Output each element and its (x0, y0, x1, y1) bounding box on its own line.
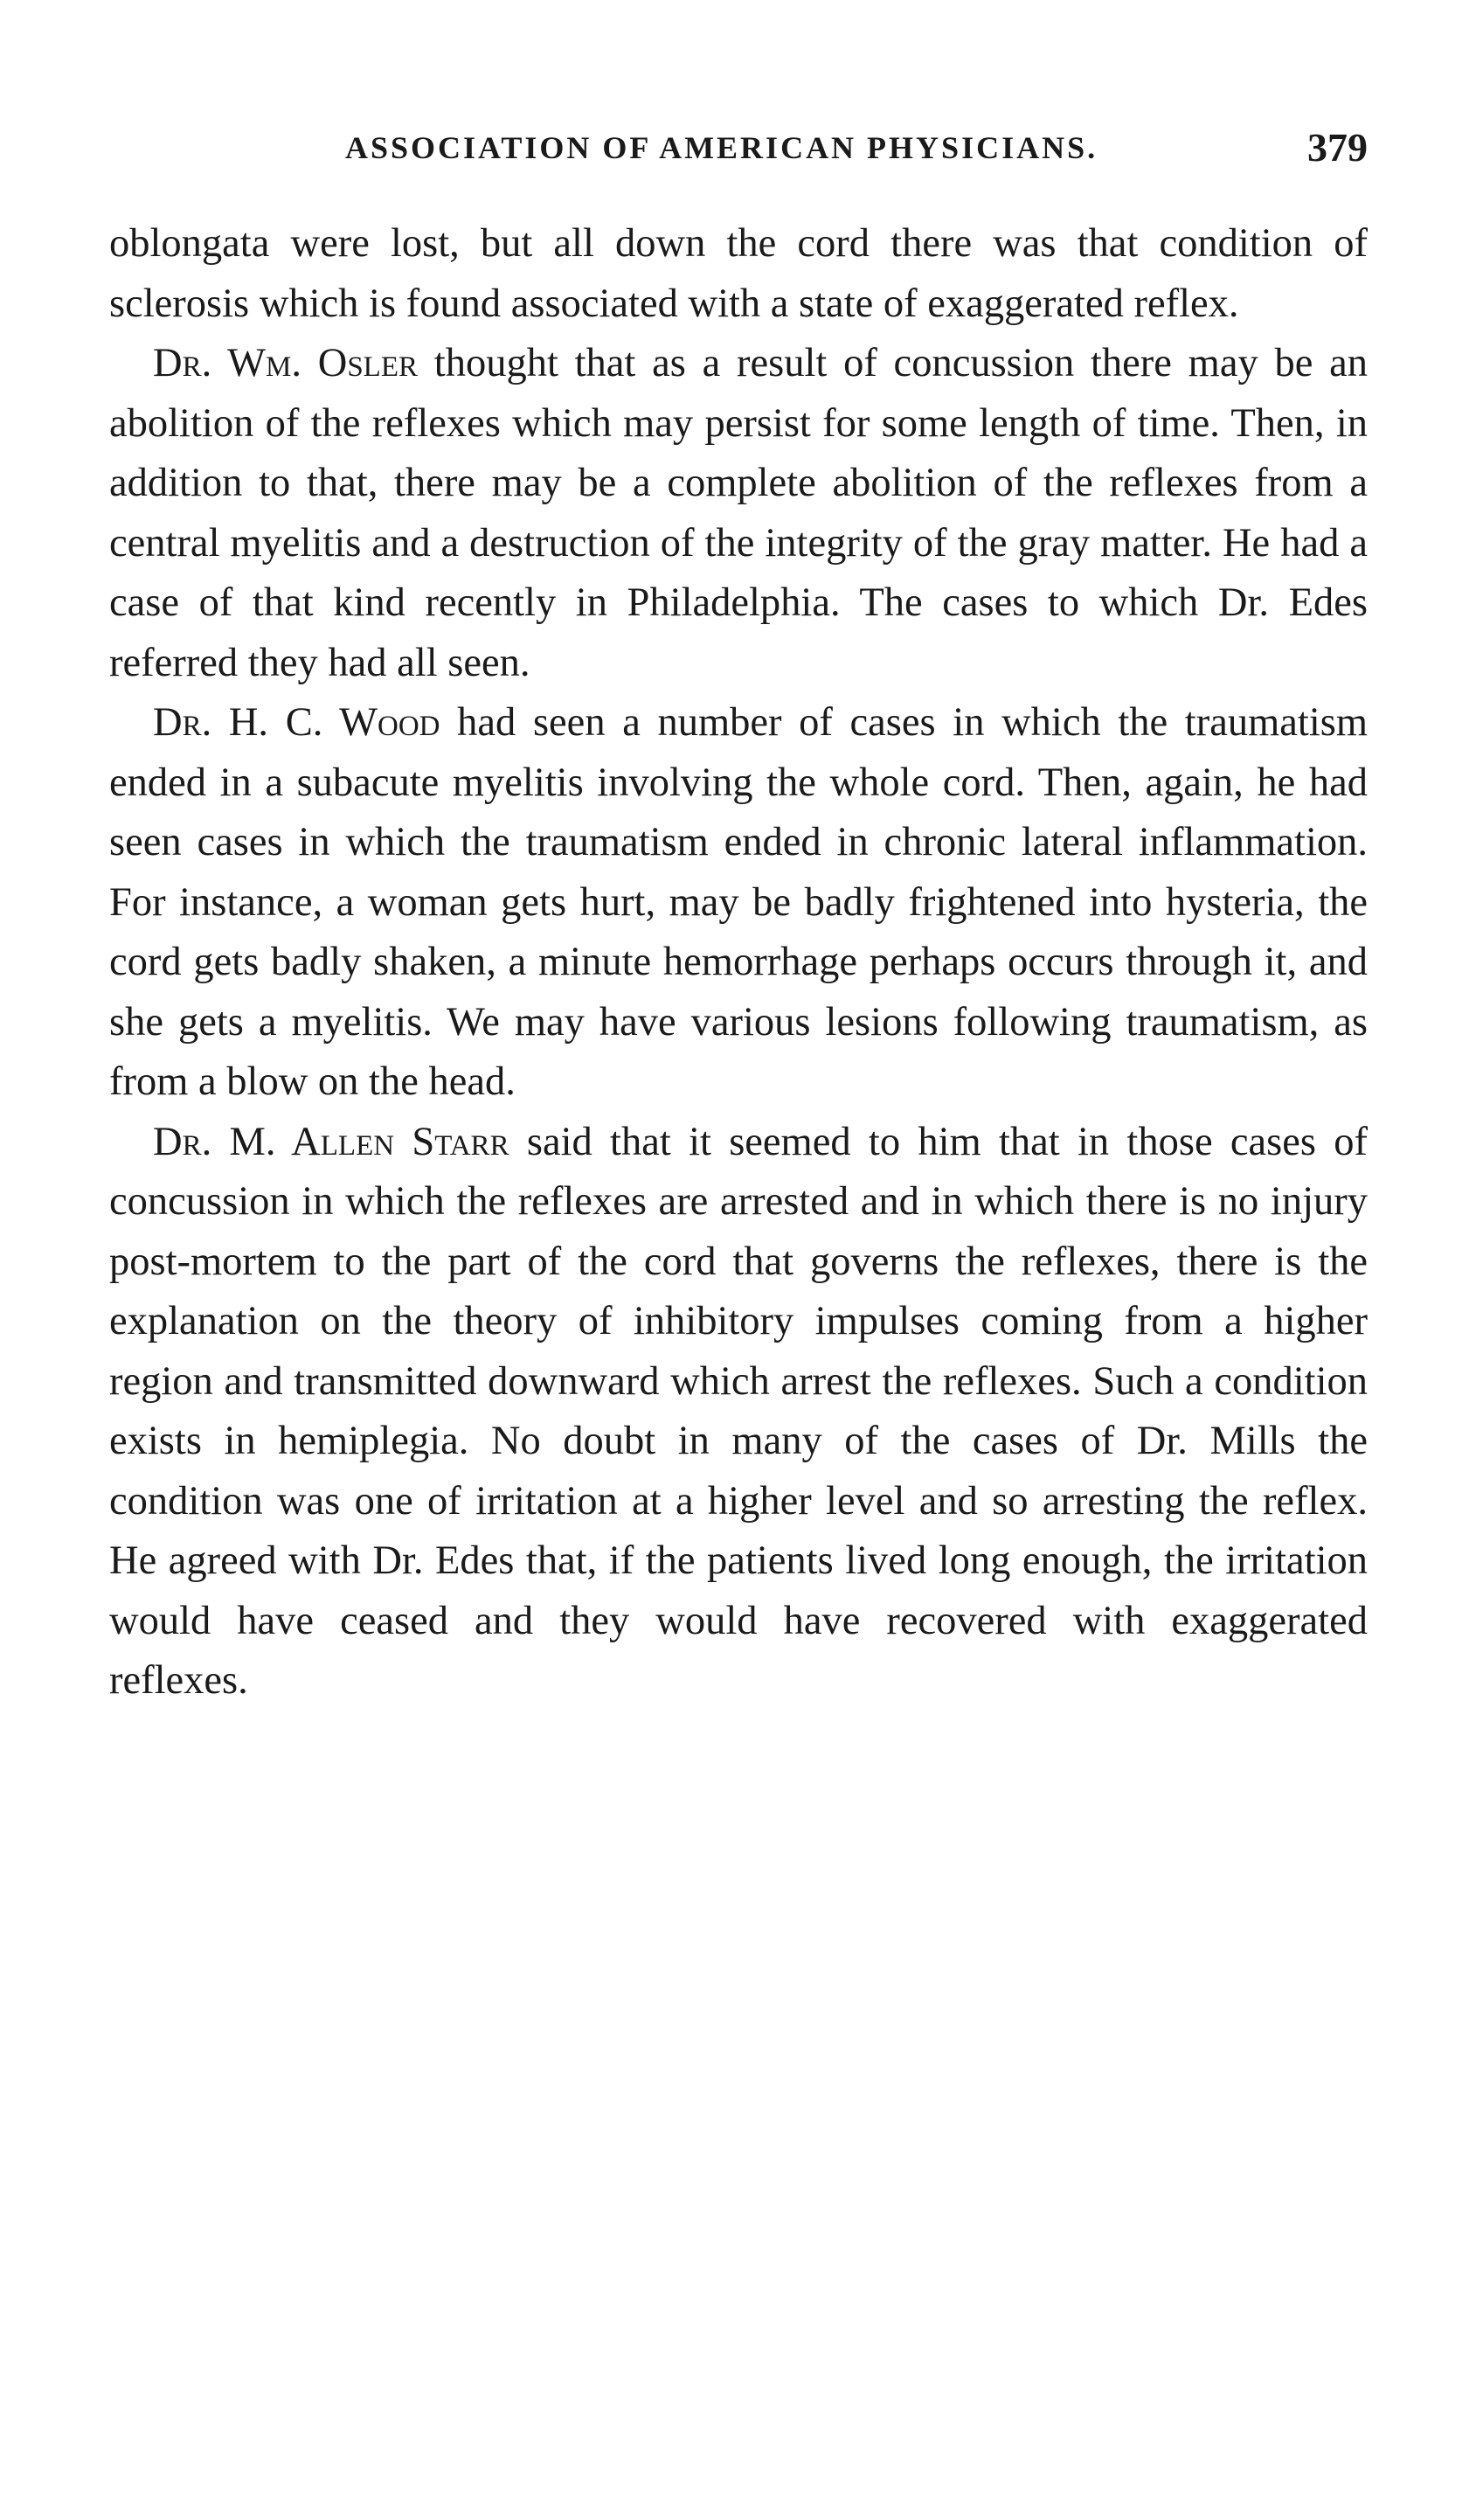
page-number: 379 (1307, 125, 1368, 170)
paragraph-text: said that it seemed to him that in those cases of concussion in which the reflexes are arrested and in which there is no injury post-mortem to the part of the cord that governs the reflexes, there is the explanation on the theory of inhibitory impulses coming from a higher region and transmitted downward which arrest the reflexes. Such a condition exists in hemiplegia. No doubt in many of the cases of Dr. Mills the condition was one of irritation at a higher level and so arresting the reflex. He agreed with Dr. Edes that, if the patients lived long enough, the irritation would have ceased and they would have recovered with exaggerated reflexes. (109, 1119, 1368, 1703)
paragraph-text: thought that as a result of concussion there may be an abolition of the reflexes which may persist for some length of time. Then, in addition to that, there may be a complete abolition of the reflexes from a central myelitis and a destruction of the integrity of the gray matter. He had a case of that kind recently in Philadelphia. The cases to which Dr. Edes referred they had all seen. (109, 341, 1368, 685)
running-title: ASSOCIATION OF AMERICAN PHYSICIANS. (345, 130, 1098, 165)
speaker-name: Dr. M. Allen Starr (153, 1119, 509, 1164)
paragraph-starr (109, 1113, 1368, 1711)
paragraph-osler (109, 334, 1368, 693)
paragraph-continuation (109, 214, 1368, 334)
speaker-name: Dr. Wm. Osler (153, 341, 419, 385)
running-head (109, 125, 1368, 182)
body-text (109, 214, 1368, 1711)
paragraph-text: oblongata were lost, but all down the cord there was that condition of sclerosis which is found associated with a state of exaggerated reflex. (109, 221, 1368, 326)
speaker-name: Dr. H. C. Wood (153, 700, 440, 745)
paragraph-text: had seen a number of cases in which the traumatism ended in a subacute myelitis involving the whole cord. Then, again, he had seen cases in which the traumatism ended in chronic lateral inflammation. For instance, a woman gets hurt, may be badly frightened into hysteria, the cord gets badly shaken, a minute hemorrhage perhaps occurs through it, and she gets a myelitis. We may have various lesions following traumatism, as from a blow on the head. (109, 700, 1369, 1104)
paragraph-wood (109, 693, 1368, 1113)
